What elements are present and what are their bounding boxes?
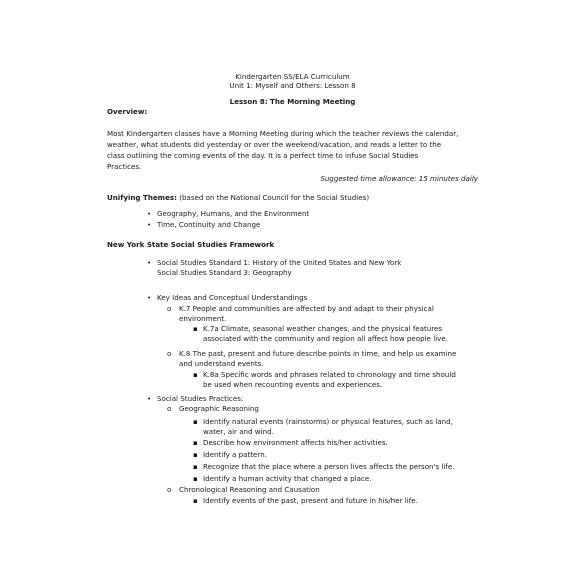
geo-item: Identify natural events (rainstorms) or physical features, such as land, [203, 417, 453, 426]
k7a-line: associated with the community and region all affect how people live. [203, 334, 448, 343]
unifying-themes [107, 193, 369, 202]
geo-label: Geographic Reasoning [179, 404, 259, 413]
overview-heading: Overview: [107, 107, 148, 116]
unifying-themes-note: (based on the National Council for the Social Studies) [176, 193, 370, 202]
sub-bullet-icon: o [167, 349, 172, 358]
bullet-icon: • [147, 209, 152, 218]
square-bullet-icon: ▪ [193, 474, 198, 483]
geo-item: Identify a human activity that changed a place. [203, 474, 372, 483]
square-bullet-icon: ▪ [193, 324, 198, 333]
bullet-icon: • [147, 394, 152, 403]
chrono-label: Chronological Reasoning and Causation [179, 485, 320, 494]
square-bullet-icon: ▪ [193, 417, 198, 426]
time-allowance: Suggested time allowance: 15 minutes daily [320, 174, 478, 183]
standard-line: Social Studies Standard 1: History of the United States and New York [157, 258, 402, 267]
sub-bullet-icon: o [167, 485, 172, 494]
framework-heading: New York State Social Studies Framework [107, 240, 275, 249]
k7a-line: K.7a Climate, seasonal weather changes, and the physical features [203, 324, 443, 333]
geo-item: Identify a pattern. [203, 450, 267, 459]
overview-line: Most Kindergarten classes have a Morning Meeting during which the teacher reviews the calendar, [107, 129, 459, 138]
bullet-icon: • [147, 220, 152, 229]
square-bullet-icon: ▪ [193, 370, 198, 379]
standard-line: Social Studies Standard 3: Geography [157, 268, 292, 277]
geo-item: Recognize that the place where a person lives affects the person's life. [203, 462, 455, 471]
k8-line: K.8 The past, present and future describe points in time, and help us examine [179, 349, 457, 358]
k8a-line: be used when recounting events and experiences. [203, 380, 383, 389]
unit-title: Unit 1: Myself and Others: Lesson 8 [229, 81, 356, 90]
overview-line: weather, what students did yesterday or over the weekend/vacation, and reads a letter to the [107, 140, 442, 149]
sub-bullet-icon: o [167, 304, 172, 313]
bullet-icon: • [147, 293, 152, 302]
theme-item: Time, Continuity and Change [157, 220, 261, 229]
geo-item: water, air and wind. [203, 427, 274, 436]
curriculum-title: Kindergarten SS/ELA Curriculum [235, 72, 350, 81]
sub-bullet-icon: o [167, 404, 172, 413]
k7-line: environment. [179, 314, 227, 323]
overview-line: Practices. [107, 162, 142, 171]
square-bullet-icon: ▪ [193, 462, 198, 471]
k8a-line: K.8a Specific words and phrases related to chronology and time should [203, 370, 456, 379]
lesson-title: Lesson 8: The Morning Meeting [229, 97, 356, 106]
unifying-themes-heading: Unifying Themes: [107, 193, 177, 202]
square-bullet-icon: ▪ [193, 496, 198, 505]
bullet-icon: • [147, 258, 152, 267]
theme-item: Geography, Humans, and the Environment [157, 209, 310, 218]
k7-line: K.7 People and communities are affected by and adapt to their physical [179, 304, 434, 313]
overview-line: class outlining the coming events of the day. It is a perfect time to infuse Social Studies [107, 151, 419, 160]
geo-item: Describe how environment affects his/her activities. [203, 438, 388, 447]
practices-label: Social Studies Practices: [157, 394, 244, 403]
chrono-item: Identify events of the past, present and future in his/her life. [203, 496, 418, 505]
key-ideas-label: Key Ideas and Conceptual Understandings [157, 293, 308, 302]
k8-line: and understand events. [179, 359, 264, 368]
square-bullet-icon: ▪ [193, 450, 198, 459]
square-bullet-icon: ▪ [193, 438, 198, 447]
